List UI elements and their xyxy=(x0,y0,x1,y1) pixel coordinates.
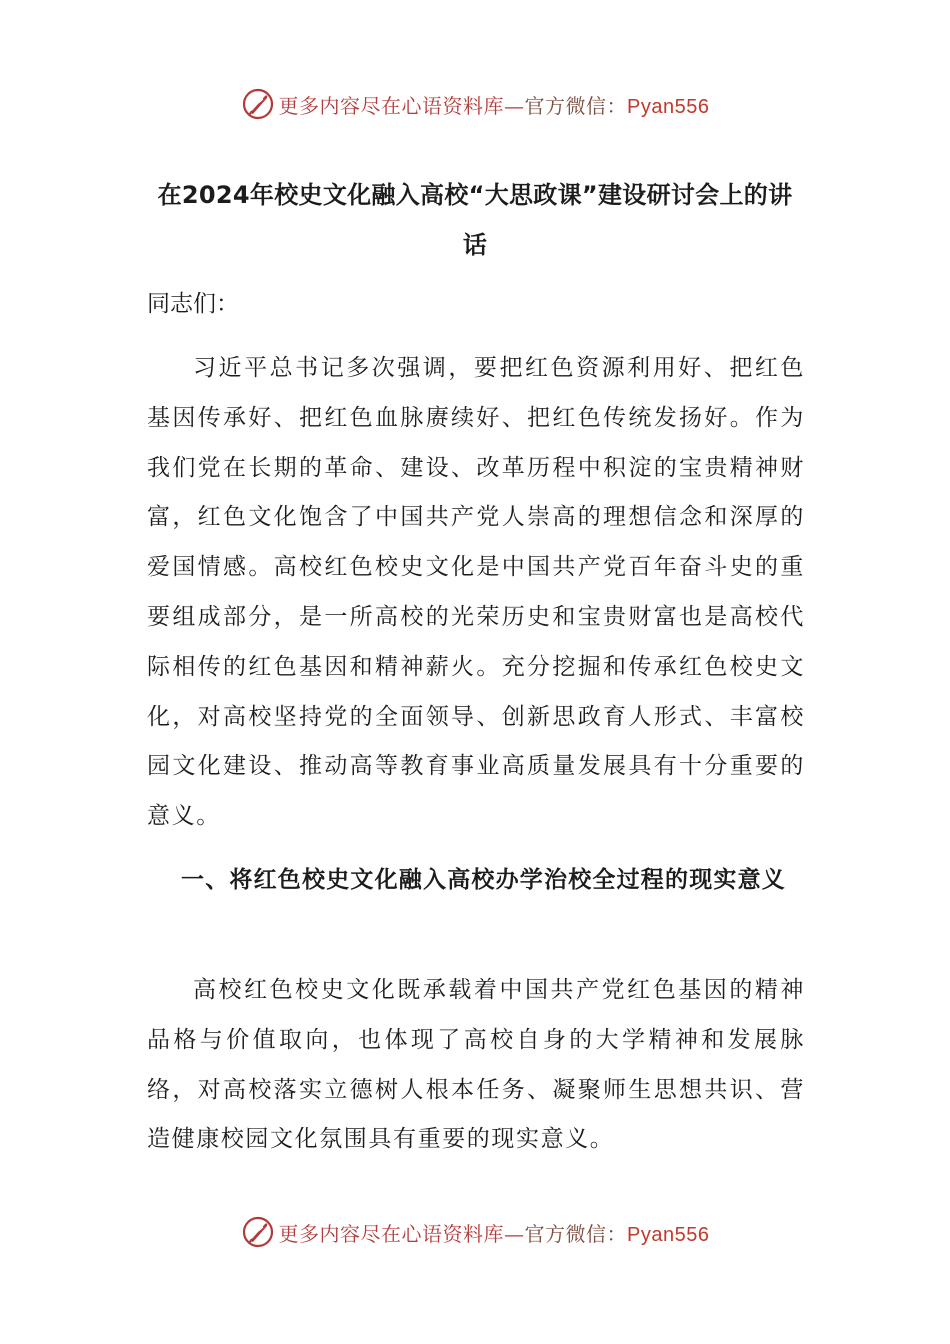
watermark-text xyxy=(279,1218,710,1247)
watermark-banner-top xyxy=(0,84,950,124)
watermark-wechat-id: Pyan556 xyxy=(627,95,710,118)
paragraph-intro: 习近平总书记多次强调，要把红色资源利用好、把红色基因传承好、把红色血脉赓续好、把红色传统发扬好。作为我们党在长期的革命、建设、改革历程中积淀的宝贵精神财富，红色文化饱含了中国共产党人崇高的理想信念和深厚的爱国情感。高校红色校史文化是中国共产党百年奋斗史的重要组成部分，是一所高校的光荣历史和宝贵财富也是高校代际相传的红色基因和精神薪火。充分挖掘和传承红色校史文化，对高校坚持党的全面领导、创新思政育人形式、丰富校园文化建设、推动高等教育事业高质量发展具有十分重要的意义。 xyxy=(147,355,805,830)
watermark-text xyxy=(279,90,710,119)
watermark-brand: 更多内容尽在心语资料库— xyxy=(278,93,525,118)
watermark-wechat-id: Pyan556 xyxy=(627,1223,710,1246)
quill-logo-icon xyxy=(241,1215,275,1249)
watermark-brand: 更多内容尽在心语资料库— xyxy=(278,1221,525,1246)
paragraph-section-1: 高校红色校史文化既承载着中国共产党红色基因的精神品格与价值取向，也体现了高校自身的大学精神和发展脉络，对高校落实立德树人根本任务、凝聚师生思想共识、营造健康校园文化氛围具有重要的现实意义。 xyxy=(147,977,805,1153)
section-heading-1: 一、将红色校史文化融入高校办学治校全过程的现实意义 xyxy=(181,867,786,893)
watermark-wechat-label: 官方微信： xyxy=(524,93,628,118)
quill-logo-icon xyxy=(241,87,275,121)
salutation: 同志们： xyxy=(147,291,239,317)
watermark-banner-bottom xyxy=(0,1212,950,1252)
watermark-wechat-label: 官方微信： xyxy=(524,1221,628,1246)
document-title: 在2024年校史文化融入高校“大思政课”建设研讨会上的讲话 xyxy=(157,181,793,259)
